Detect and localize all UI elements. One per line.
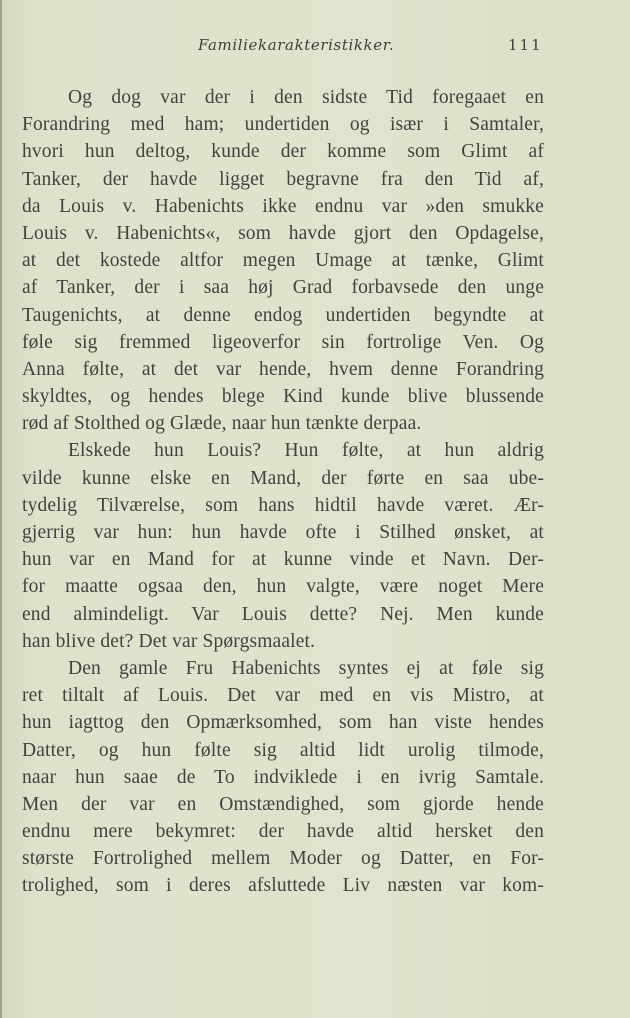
text-line: Louis v. Habenichts«, som havde gjort den Opdagelse,: [22, 222, 544, 244]
text-line: Men der var en Omstændighed, som gjorde hende: [22, 793, 544, 815]
text-line: Og dog var der i den sidste Tid foregaaet en: [68, 87, 544, 108]
page-header: [0, 36, 630, 62]
text-line: han blive det? Det var Spørgsmaalet.: [22, 630, 316, 652]
text-line: rød af Stolthed og Glæde, naar hun tænkte derpaa.: [22, 413, 422, 435]
page-number: 111: [508, 36, 543, 54]
running-title: Familiekarakteristikker.: [198, 36, 395, 54]
text-line: af Tanker, der i saa høj Grad forbavsede den unge: [22, 277, 544, 299]
text-line: hun iagttog den Opmærksomhed, som han viste hendes: [22, 712, 544, 734]
text-line: Datter, og hun følte sig altid lidt urolig tilmode,: [22, 739, 544, 761]
text-line: naar hun saae de To indviklede i en ivrig Samtale.: [22, 766, 544, 788]
text-line: da Louis v. Habenichts ikke endnu var »den smukke: [22, 195, 544, 217]
text-line: Anna følte, at det var hende, hvem denne Forandring: [22, 358, 544, 380]
text-line: trolighed, som i deres afsluttede Liv næsten var kom-: [22, 875, 544, 897]
text-line: Tanker, der havde ligget begravne fra den Tid af,: [22, 168, 544, 190]
text-line: end almindeligt. Var Louis dette? Nej. Men kunde: [22, 603, 544, 625]
text-line: største Fortrolighed mellem Moder og Datter, en For-: [22, 848, 544, 870]
page-spine-edge: [0, 0, 2, 1018]
text-line: at det kostede altfor megen Umage at tænke, Glimt: [22, 250, 544, 272]
text-line: hvori hun deltog, kunde der komme som Glimt af: [22, 141, 544, 163]
text-line: Elskede hun Louis? Hun følte, at hun aldrig: [68, 440, 544, 462]
text-line: skyldtes, og hendes blege Kind kunde blive blussende: [22, 386, 544, 408]
body-text: [22, 84, 544, 900]
text-line: for maatte ogsaa den, hun valgte, være noget Mere: [22, 576, 544, 598]
text-line: Den gamle Fru Habenichts syntes ej at føle sig: [68, 657, 544, 679]
text-line: gjerrig var hun: hun havde ofte i Stilhed ønsket, at: [22, 522, 544, 543]
text-line: endnu mere bekymret: der havde altid hersket den: [22, 821, 544, 843]
text-line: vilde kunne elske en Mand, der førte en saa ube-: [22, 467, 544, 489]
text-line: føle sig fremmed ligeoverfor sin fortrolige Ven. Og: [22, 331, 544, 353]
text-line: hun var en Mand for at kunne vinde et Navn. Der-: [22, 549, 544, 571]
text-line: Taugenichts, at denne endog undertiden begyndte at: [22, 304, 544, 326]
text-line: tydelig Tilværelse, som hans hidtil havde været. Ær-: [22, 494, 544, 516]
text-line: Forandring med ham; undertiden og især i Samtaler,: [22, 114, 544, 136]
text-line: ret tiltalt af Louis. Det var med en vis Mistro, at: [22, 685, 544, 707]
